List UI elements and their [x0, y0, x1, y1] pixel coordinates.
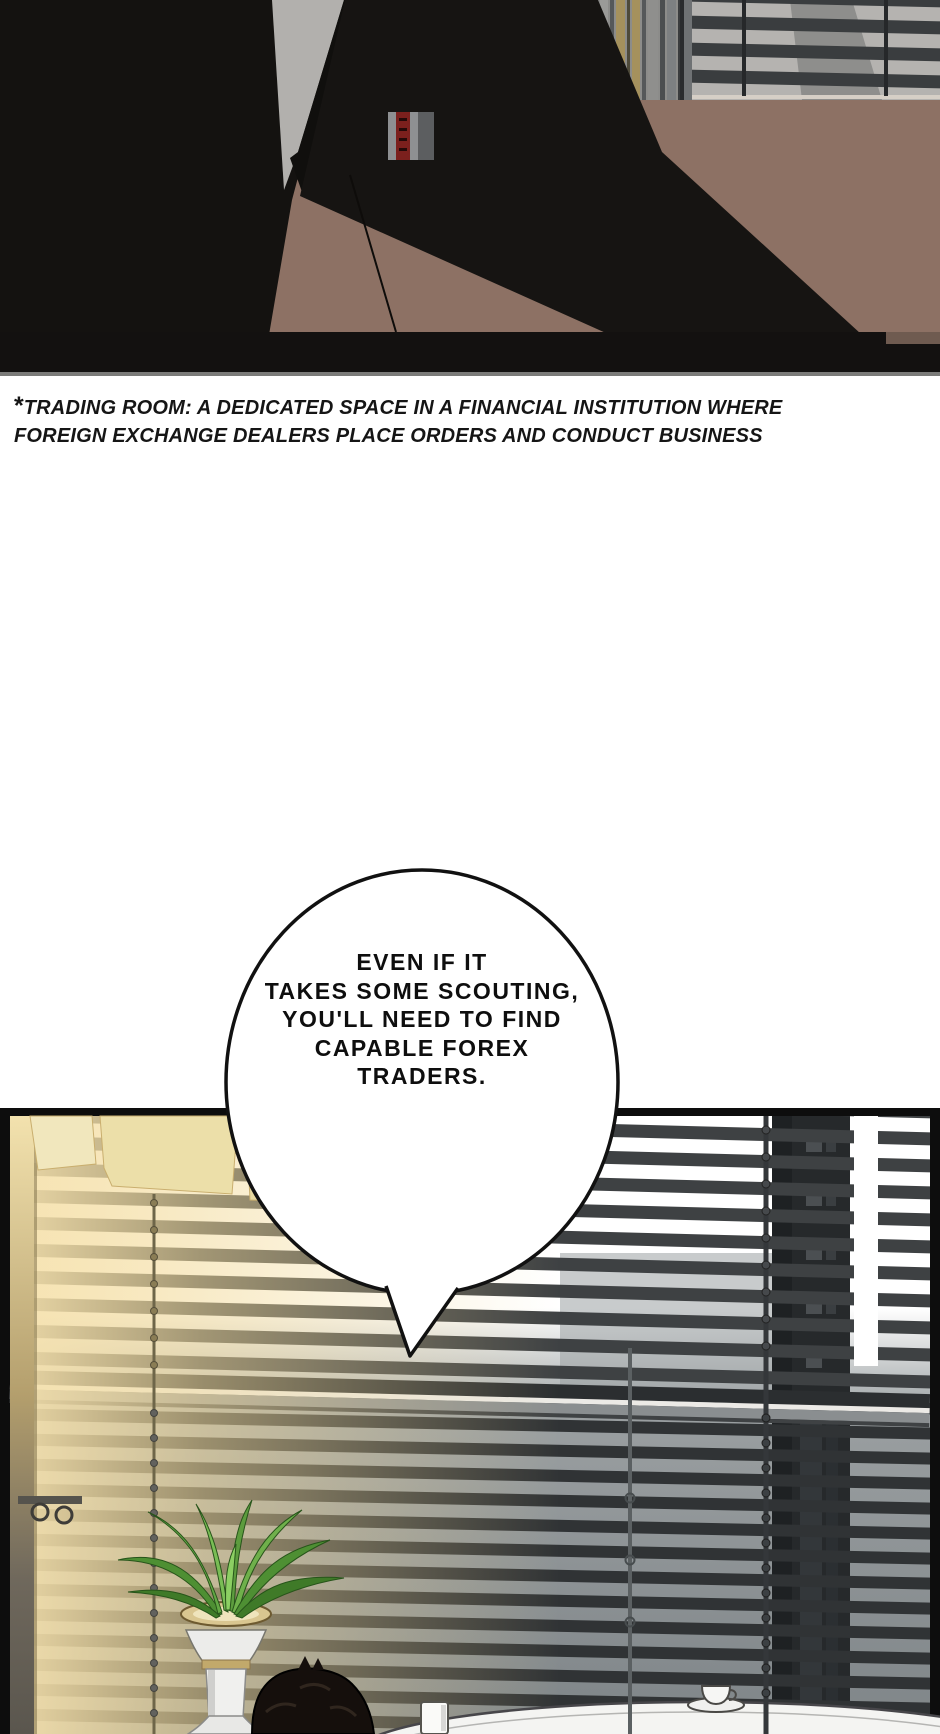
bubble-line: TAKES SOME SCOUTING, [264, 977, 580, 1004]
bubble-line: TRADERS. [357, 1063, 487, 1089]
brown-patch [886, 332, 940, 344]
footnote [14, 392, 914, 450]
bubble-line: YOU'LL NEED TO FIND [282, 1006, 562, 1032]
left-frame [10, 1116, 34, 1734]
left-frame-edge [34, 1116, 37, 1734]
speech-bubble-tail-join [390, 1268, 454, 1290]
blind-gap [854, 1116, 878, 1366]
speech-bubble-tail [386, 1286, 458, 1356]
speech-bubble [200, 850, 640, 1370]
footnote-line-2: FOREIGN EXCHANGE DEALERS PLACE ORDERS AND CONDUCT BUSINESS [14, 425, 763, 447]
white-cup [421, 1702, 448, 1734]
sofa-shadow-band [0, 332, 940, 376]
bubble-line: EVEN IF IT [356, 949, 488, 975]
speech-bubble-text [222, 948, 622, 1091]
panel-bottom-edge [0, 372, 940, 376]
red-ledger [388, 112, 434, 160]
window-blinds-top [680, 0, 940, 100]
panel-office-scene [0, 0, 940, 376]
footnote-line-1: *TRADING ROOM: A DEDICATED SPACE IN A FINANCIAL INSTITUTION WHERE [14, 392, 783, 420]
footnote-marker: * [14, 392, 24, 420]
bubble-line: CAPABLE FOREX [314, 1034, 530, 1061]
